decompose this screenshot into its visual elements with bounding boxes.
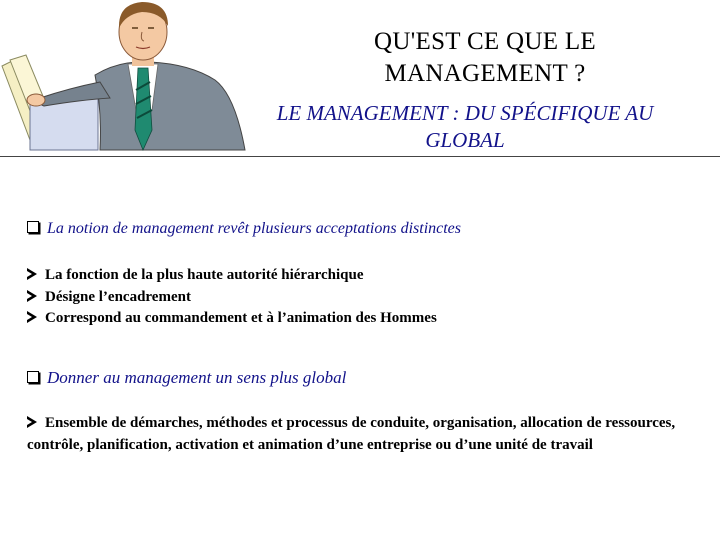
arrow-bullet-icon: [27, 311, 37, 323]
arrow-bullet-icon: [27, 290, 37, 302]
section-heading-text: La notion de management revêt plusieurs acceptations distinctes: [47, 220, 462, 237]
arrow-bullet-icon: [27, 416, 37, 428]
list-item: [27, 308, 717, 330]
definition-paragraph: [27, 413, 717, 456]
arrow-bullet-icon: [27, 268, 37, 280]
list-item-text: Désigne l’encadrement: [45, 288, 191, 305]
section-notion-list: [27, 265, 717, 330]
section-notion: [27, 218, 717, 240]
section-heading: [27, 367, 717, 389]
section-heading-text: Donner au management un sens plus global: [47, 368, 347, 387]
page-title: QU'EST CE QUE LE MANAGEMENT ?: [373, 28, 597, 87]
definition-text: Ensemble de démarches, méthodes et processus de conduite, organisation, allocation de ressources, contrôle, planification, activation et animation d’une entreprise ou d’une unité de travail: [27, 415, 676, 453]
list-item: [27, 265, 717, 287]
section-global-body: [27, 413, 717, 456]
header-divider: [0, 156, 720, 157]
section-global: [27, 367, 717, 389]
square-bullet-icon: [27, 371, 39, 383]
page-subtitle: LE MANAGEMENT : DU SPÉCIFIQUE AU GLOBAL: [276, 101, 654, 152]
list-item-text: Correspond au commandement et à l’animation des Hommes: [45, 310, 437, 326]
list-item: [27, 287, 717, 309]
list-item-text: La fonction de la plus haute autorité hiérarchique: [45, 267, 364, 283]
section-heading: [27, 218, 717, 240]
square-bullet-icon: [27, 221, 39, 233]
businessman-clipart: [0, 0, 250, 156]
